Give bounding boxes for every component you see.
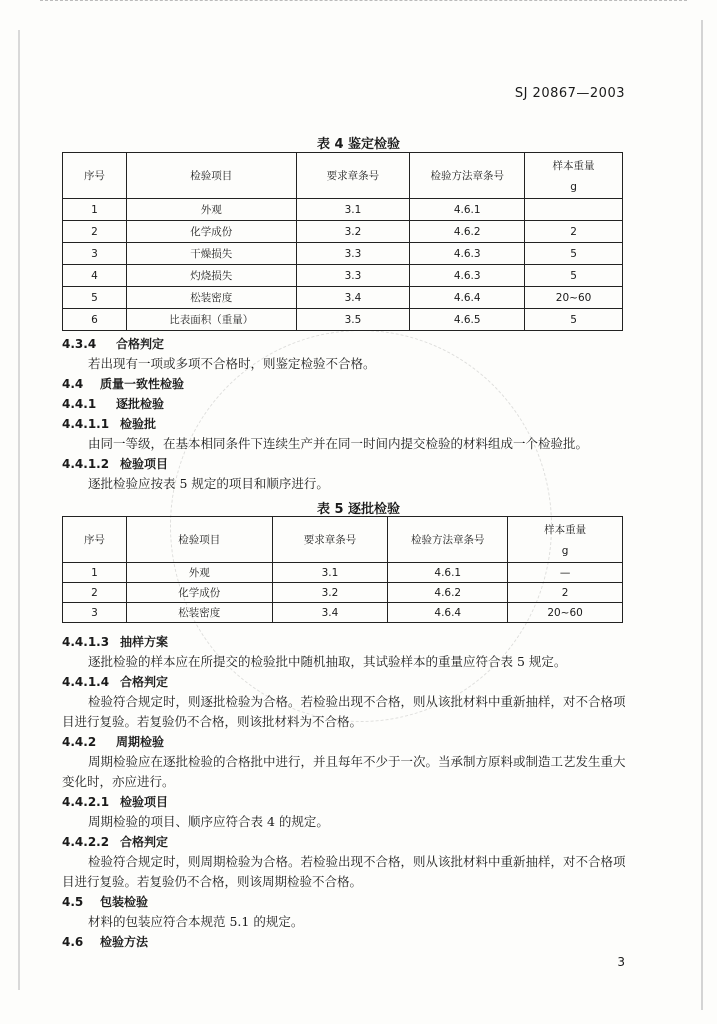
col-header-item: 检验项目 [126, 153, 296, 199]
paragraph-continued: 目进行复验。若复验仍不合格，则该批材料为不合格。 [62, 714, 363, 729]
section-number: 4.4.1.1 [62, 417, 110, 431]
cell-req: 3.4 [296, 287, 410, 309]
cell-method: 4.6.5 [410, 309, 525, 331]
table-row [63, 309, 623, 331]
cell-mass: 5 [525, 243, 623, 265]
cell-seq: 3 [63, 603, 127, 623]
paragraph: 周期检验应在逐批检验的合格批中进行，并且每年不少于一次。当承制方原料或制造工艺发生重大 [88, 754, 626, 769]
section-title: 检验项目 [120, 457, 169, 471]
section-heading [62, 414, 632, 434]
mass-header-label: 样本重量 [544, 524, 587, 536]
cell-seq: 2 [63, 221, 127, 243]
section-number: 4.4.1 [62, 397, 97, 411]
section-heading [62, 394, 632, 414]
col-header-seq: 序号 [63, 153, 127, 199]
table5-title: 表 5 逐批检验 [316, 502, 401, 517]
cell-mass: 2 [508, 583, 623, 603]
cell-item: 比表面积（重量） [126, 309, 296, 331]
cell-seq: 1 [63, 199, 127, 221]
cell-req: 3.1 [272, 563, 388, 583]
cell-seq: 6 [63, 309, 127, 331]
paragraph: 材料的包装应符合本规范 5.1 的规定。 [88, 914, 304, 929]
section-heading [62, 832, 632, 852]
cell-mass: 5 [525, 265, 623, 287]
cell-req: 3.2 [272, 583, 388, 603]
section-number: 4.4.2.2 [62, 835, 110, 849]
col-header-req: 要求章条号 [272, 517, 388, 563]
table-row [63, 563, 623, 583]
paragraph: 若出现有一项或多项不合格时，则鉴定检验不合格。 [88, 356, 376, 371]
section-heading [62, 932, 632, 952]
cell-item: 灼烧损失 [126, 265, 296, 287]
cell-mass: 20~60 [525, 287, 623, 309]
cell-req: 3.3 [296, 265, 410, 287]
cell-req: 3.1 [296, 199, 410, 221]
col-header-item: 检验项目 [126, 517, 272, 563]
section-heading [62, 792, 632, 812]
cell-method: 4.6.1 [410, 199, 525, 221]
section-title: 检验方法 [100, 935, 149, 949]
section-heading [62, 732, 632, 752]
cell-mass [525, 199, 623, 221]
section-title: 合格判定 [120, 675, 169, 689]
section-heading [62, 672, 632, 692]
section-title: 检验批 [120, 417, 157, 431]
table4 [62, 152, 623, 331]
cell-item: 化学成份 [126, 221, 296, 243]
paragraph: 检验符合规定时，则周期检验为合格。若检验出现不合格，则从该批材料中重新抽样，对不合格项 [88, 854, 626, 869]
cell-seq: 2 [63, 583, 127, 603]
cell-seq: 3 [63, 243, 127, 265]
col-header-method: 检验方法章条号 [388, 517, 508, 563]
cell-seq: 5 [63, 287, 127, 309]
document-code: SJ 20867—2003 [514, 86, 625, 101]
cell-seq: 1 [63, 563, 127, 583]
cell-req: 3.5 [296, 309, 410, 331]
cell-item: 外观 [126, 199, 296, 221]
section-title: 合格判定 [116, 337, 165, 351]
paragraph: 周期检验的项目、顺序应符合表 4 的规定。 [88, 814, 329, 829]
col-header-mass [508, 517, 623, 563]
table-row [63, 243, 623, 265]
section-title: 合格判定 [120, 835, 169, 849]
section-heading [62, 454, 632, 474]
table5-header-row [63, 517, 623, 563]
cell-mass: 2 [525, 221, 623, 243]
section-title: 包装检验 [100, 895, 149, 909]
section-block-1 [62, 334, 632, 494]
table-row [63, 287, 623, 309]
cell-mass: 5 [525, 309, 623, 331]
cell-method: 4.6.1 [388, 563, 508, 583]
table-row [63, 221, 623, 243]
table-row [63, 583, 623, 603]
section-title: 周期检验 [116, 735, 165, 749]
cell-method: 4.6.3 [410, 243, 525, 265]
cell-method: 4.6.2 [388, 583, 508, 603]
paragraph: 由同一等级，在基本相同条件下连续生产并在同一时间内提交检验的材料组成一个检验批。 [88, 436, 589, 451]
table-row [63, 603, 623, 623]
section-number: 4.4.1.2 [62, 457, 110, 471]
section-heading [62, 632, 632, 652]
section-title: 检验项目 [120, 795, 169, 809]
table5 [62, 516, 623, 623]
paragraph-continued: 变化时，亦应进行。 [62, 774, 175, 789]
section-title: 逐批检验 [116, 397, 165, 411]
section-number: 4.6 [62, 935, 84, 949]
mass-header-label: 样本重量 [552, 160, 595, 172]
mass-header-unit: g [570, 181, 577, 193]
cell-mass: — [508, 563, 623, 583]
mass-header-unit: g [561, 545, 569, 557]
table-row [63, 199, 623, 221]
page-number: 3 [617, 955, 625, 969]
section-title: 质量一致性检验 [100, 377, 185, 391]
section-number: 4.4.1.4 [62, 675, 110, 689]
table4-header-row [63, 153, 623, 199]
cell-item: 松装密度 [126, 287, 296, 309]
section-number: 4.4 [62, 377, 84, 391]
cell-item: 干燥损失 [126, 243, 296, 265]
section-number: 4.3.4 [62, 337, 97, 351]
cell-req: 3.2 [296, 221, 410, 243]
paragraph: 逐批检验应按表 5 规定的项目和顺序进行。 [88, 476, 329, 491]
paragraph-continued: 目进行复验。若复验仍不合格，则该周期检验不合格。 [62, 874, 363, 889]
col-header-seq: 序号 [63, 517, 127, 563]
section-number: 4.4.1.3 [62, 635, 110, 649]
section-heading [62, 334, 632, 354]
paragraph: 逐批检验的样本应在所提交的检验批中随机抽取，其试验样本的重量应符合表 5 规定。 [88, 654, 567, 669]
section-heading [62, 892, 632, 912]
cell-method: 4.6.2 [410, 221, 525, 243]
cell-method: 4.6.4 [410, 287, 525, 309]
table-row [63, 265, 623, 287]
section-number: 4.5 [62, 895, 84, 909]
cell-req: 3.4 [272, 603, 388, 623]
col-header-req: 要求章条号 [296, 153, 410, 199]
cell-method: 4.6.3 [410, 265, 525, 287]
section-number: 4.4.2 [62, 735, 97, 749]
cell-seq: 4 [63, 265, 127, 287]
table4-title: 表 4 鉴定检验 [316, 137, 401, 152]
col-header-method: 检验方法章条号 [410, 153, 525, 199]
scan-top-marks [40, 0, 687, 7]
section-number: 4.4.2.1 [62, 795, 110, 809]
cell-method: 4.6.4 [388, 603, 508, 623]
paragraph: 检验符合规定时，则逐批检验为合格。若检验出现不合格，则从该批材料中重新抽样，对不合格项 [88, 694, 626, 709]
cell-item: 化学成份 [126, 583, 272, 603]
cell-item: 外观 [126, 563, 272, 583]
cell-req: 3.3 [296, 243, 410, 265]
cell-mass: 20~60 [508, 603, 623, 623]
section-heading [62, 374, 632, 394]
col-header-mass [525, 153, 623, 199]
section-title: 抽样方案 [120, 635, 169, 649]
section-block-2 [62, 632, 632, 952]
cell-item: 松装密度 [126, 603, 272, 623]
